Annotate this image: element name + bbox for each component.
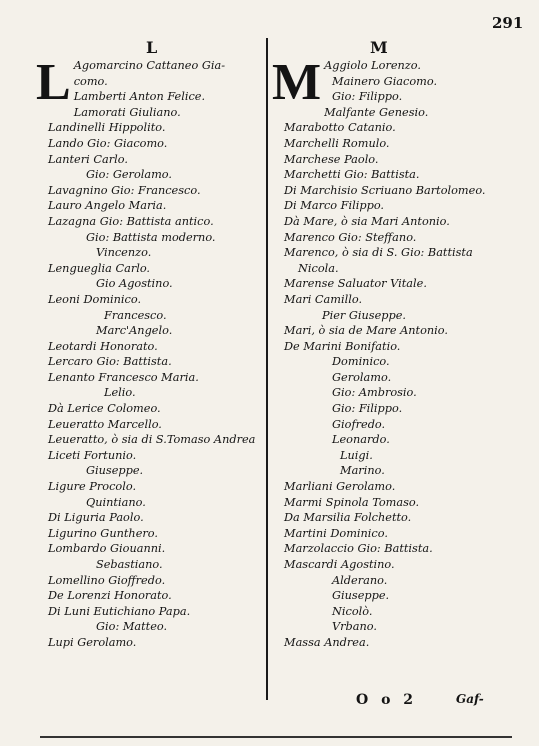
- list-item: Di Luni Eutichiano Papa.: [48, 604, 191, 618]
- list-item: Ligure Procolo.: [48, 480, 137, 494]
- list-item: Vincenzo.: [96, 246, 152, 260]
- list-item: Giofredo.: [332, 417, 386, 431]
- list-item: como.: [73, 74, 108, 88]
- list-item: Lando Gio: Giacomo.: [48, 136, 168, 150]
- list-item: Marliani Gerolamo.: [284, 480, 396, 494]
- right-column: [272, 54, 499, 651]
- list-item: Marense Saluator Vitale.: [284, 277, 427, 291]
- bottom-rule: [40, 736, 512, 738]
- list-item: Lupi Gerolamo.: [48, 635, 137, 649]
- list-item: Leoni Dominico.: [48, 292, 142, 306]
- list-item: Gio: Ambrosio.: [332, 386, 417, 400]
- list-item: Lazagna Gio: Battista antico.: [48, 214, 214, 228]
- list-item: Lavagnino Gio: Francesco.: [48, 183, 201, 197]
- list-item: De Lorenzi Honorato.: [48, 589, 172, 603]
- dropcap: M: [272, 54, 322, 111]
- list-item: Nicolò.: [332, 604, 373, 618]
- list-item: Marc'Angelo.: [96, 324, 173, 338]
- list-item: Leotardi Honorato.: [48, 339, 158, 353]
- list-item: Di Marchisio Scriuano Bartolomeo.: [284, 183, 486, 197]
- list-item: Lamorati Giuliano.: [73, 105, 181, 119]
- list-item: Da Marsilia Folchetto.: [284, 511, 412, 525]
- list-item: Mainero Giacomo.: [332, 74, 438, 88]
- list-item: Lomellino Gioffredo.: [48, 573, 166, 587]
- list-item: Marabotto Catanio.: [284, 121, 396, 135]
- list-item: Lauro Angelo Maria.: [48, 199, 167, 213]
- list-item: Lanteri Carlo.: [48, 152, 128, 166]
- list-item: Dà Mare, ò sia Mari Antonio.: [284, 214, 450, 228]
- list-item: Luigi.: [340, 448, 373, 462]
- list-item: Ligurino Gunthero.: [48, 526, 158, 540]
- entry-text: Aggiolo Lorenzo.: [324, 59, 421, 72]
- list-item: Marzolaccio Gio: Battista.: [284, 542, 433, 556]
- list-item: Mascardi Agostino.: [284, 558, 395, 571]
- entry-text: Agomarcino Cattaneo Gia-: [73, 59, 226, 72]
- catchword: Gaf-: [456, 692, 484, 706]
- list-item: Nicola.: [298, 261, 339, 275]
- list-item: Sebastiano.: [96, 558, 163, 571]
- list-item: Di Marco Filippo.: [284, 199, 385, 213]
- list-item: Liceti Fortunio.: [48, 448, 137, 462]
- list-item: Malfante Genesio.: [324, 105, 429, 119]
- list-item: Gio: Filippo.: [332, 90, 403, 104]
- list-item: Quintiano.: [86, 495, 146, 509]
- right-column-letter: M: [370, 38, 388, 57]
- left-column: [36, 54, 278, 651]
- list-item: Leueratto, ò sia di S.Tomaso Andrea: [48, 433, 256, 447]
- list-item: Gio: Matteo.: [96, 620, 168, 634]
- list-item: Gio: Filippo.: [332, 402, 403, 416]
- list-item: Marenco, ò sia di S. Gio: Battista: [284, 246, 473, 260]
- page-number: 291: [492, 14, 524, 32]
- list-item: Lengueglia Carlo.: [48, 261, 151, 275]
- list-item: Marchetti Gio: Battista.: [284, 168, 420, 182]
- list-item: Marino.: [340, 464, 385, 478]
- list-item: Pier Giuseppe.: [322, 308, 407, 322]
- list-item: Dominico.: [332, 355, 390, 369]
- list-item: Martini Dominico.: [284, 526, 388, 540]
- list-item: Lombardo Giouanni.: [48, 542, 166, 556]
- list-item: Leonardo.: [332, 433, 390, 447]
- list-item: Lercaro Gio: Battista.: [48, 355, 172, 369]
- list-item: Marenco Gio: Steffano.: [284, 230, 417, 244]
- dropcap: L: [36, 54, 71, 111]
- list-item: Francesco.: [104, 308, 167, 322]
- list-item: Gio: Gerolamo.: [86, 168, 173, 182]
- list-item: Alderano.: [332, 573, 388, 587]
- list-item: Lamberti Anton Felice.: [73, 90, 206, 104]
- list-item: Marchelli Romulo.: [284, 136, 390, 150]
- list-item: Marmi Spinola Tomaso.: [284, 495, 420, 509]
- list-item: Lenanto Francesco Maria.: [48, 370, 199, 384]
- list-item: Marchese Paolo.: [284, 152, 379, 166]
- list-item: Dà Lerice Colomeo.: [48, 402, 161, 416]
- list-item: De Marini Bonifatio.: [284, 339, 401, 353]
- left-column-letter: L: [146, 38, 158, 57]
- list-item: Gio: Battista moderno.: [86, 230, 216, 244]
- list-item: Giuseppe.: [86, 464, 144, 478]
- list-item: Giuseppe.: [332, 589, 390, 603]
- list-item: Lelio.: [104, 386, 136, 400]
- list-item: Leueratto Marcello.: [48, 417, 162, 431]
- list-item: Landinelli Hippolito.: [48, 121, 166, 135]
- list-item: Vrbano.: [332, 620, 377, 634]
- list-item: Mari Camillo.: [284, 292, 363, 306]
- list-item: Gerolamo.: [332, 370, 392, 384]
- signature-mark: O o 2: [356, 692, 418, 708]
- list-item: Massa Andrea.: [284, 635, 370, 649]
- list-item: Gio Agostino.: [96, 277, 173, 291]
- list-item: Di Liguria Paolo.: [48, 511, 144, 525]
- list-item: Mari, ò sia de Mare Antonio.: [284, 324, 448, 338]
